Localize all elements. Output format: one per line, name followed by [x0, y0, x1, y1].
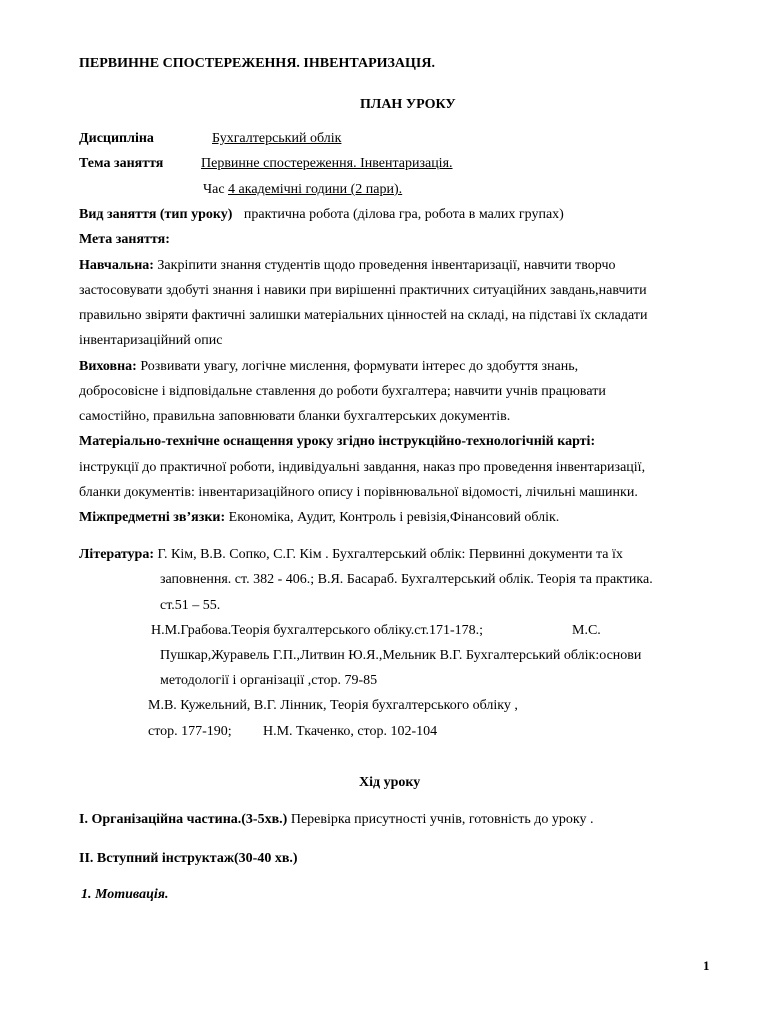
document-header: ПЕРВИННЕ СПОСТЕРЕЖЕННЯ. ІНВЕНТАРИЗАЦІЯ.	[79, 56, 435, 71]
literature-text: Г. Кім, В.В. Сопко, С.Г. Кім . Бухгалтерський облік: Первинні документи та їх	[153, 547, 623, 562]
time-value: 4 академічні години (2 пари).	[228, 182, 403, 197]
equipment-line-2: бланки документів: інвентаризаційного опису і порівнювальної відомості, лічильні машинки.	[79, 485, 638, 500]
motivation-heading: 1. Мотивація.	[81, 887, 169, 902]
literature-label: Література:	[79, 547, 154, 562]
lesson-type-line	[79, 206, 564, 224]
literature-line-1	[79, 546, 623, 564]
literature-line-8b: Н.М. Ткаченко, стор. 102-104	[263, 724, 438, 739]
lesson-type-value: практична робота (ділова гра, робота в малих групах)	[243, 207, 564, 222]
section-2: ІІ. Вступний інструктаж(30-40 хв.)	[79, 851, 298, 866]
educational-line-2: застосовувати здобуті знання і навики при вирішенні практичних ситуаційних завдань,навчити	[79, 283, 647, 298]
literature-line-8a: стор. 177-190;	[148, 724, 232, 739]
educational-text: Закріпити знання студентів щодо проведення інвентаризації, навчити творчо	[153, 258, 616, 273]
literature-line-4-author: М.С.	[572, 623, 601, 638]
educational-label: Навчальна:	[79, 258, 154, 273]
section-1	[79, 811, 593, 829]
literature-line-2: заповнення. ст. 382 - 406.; В.Я. Басараб. Бухгалтерський облік. Теорія та практика.	[160, 572, 653, 587]
educational-line-3: правильно звіряти фактичні залишки матеріальних цінностей на складі, на підставі їх складати	[79, 308, 648, 323]
time-line	[203, 181, 402, 199]
literature-line-5: Пушкар,Журавель Г.П.,Литвин Ю.Я.,Мельник В.Г. Бухгалтерський облік:основи	[160, 648, 642, 663]
interdisciplinary-label: Міжпредметні зв’язки:	[79, 510, 226, 525]
topic-value: Первинне спостереження. Інвентаризація.	[201, 156, 453, 171]
literature-line-4: Н.М.Грабова.Теорія бухгалтерського обліку.ст.171-178.;	[151, 623, 484, 638]
discipline-value: Бухгалтерський облік	[212, 131, 342, 146]
literature-line-3: ст.51 – 55.	[160, 598, 221, 613]
topic-label: Тема заняття	[79, 156, 164, 171]
equipment-label: Матеріально-технічне оснащення уроку згідно інструкційно-технологічній карті:	[79, 434, 596, 449]
plan-title: ПЛАН УРОКУ	[360, 97, 456, 112]
discipline-label: Дисципліна	[79, 131, 154, 146]
upbringing-line-1	[79, 358, 578, 376]
upbringing-label: Виховна:	[79, 359, 137, 374]
interdisciplinary-value: Економіка, Аудит, Контроль і ревізія,Фінансовий облік.	[225, 510, 560, 525]
section-1-text: Перевірка присутності учнів, готовність до уроку .	[287, 812, 594, 827]
educational-line-1	[79, 257, 616, 275]
course-title: Хід уроку	[359, 775, 421, 790]
literature-line-7: М.В. Кужельний, В.Г. Лінник, Теорія бухгалтерського обліку ,	[148, 698, 518, 713]
lesson-type-label: Вид заняття (тип уроку)	[79, 207, 233, 222]
educational-line-4: інвентаризаційний опис	[79, 333, 223, 348]
upbringing-text: Розвивати увагу, логічне мислення, формувати інтерес до здобуття знань,	[136, 359, 579, 374]
upbringing-line-2: добросовісне і відповідальне ставлення до роботи бухгалтера; навчити учнів працювати	[79, 384, 606, 399]
equipment-line-1: інструкції до практичної роботи, індивідуальні завдання, наказ про проведення інвентаризації,	[79, 460, 646, 475]
section-1-label: І. Організаційна частина.(3-5хв.)	[79, 812, 288, 827]
page-number: 1	[703, 958, 710, 973]
interdisciplinary-line	[79, 509, 559, 527]
literature-line-6: методології і організації ,стор. 79-85	[160, 673, 378, 688]
goal-label: Мета заняття:	[79, 232, 170, 247]
upbringing-line-3: самостійно, правильна заповнювати бланки бухгалтерських документів.	[79, 409, 511, 424]
time-prefix: Час	[203, 182, 229, 197]
